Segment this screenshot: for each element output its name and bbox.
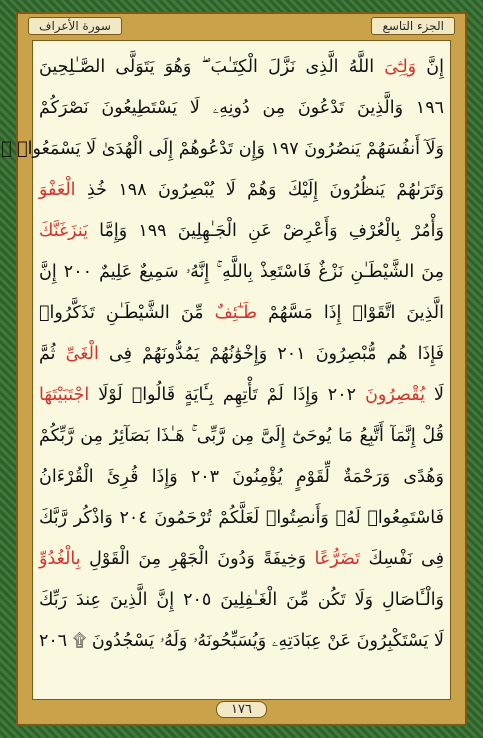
line-text: فَاسْتَمِعُوا۟ لَهُۥ وَأَنصِتُوا۟ لَعَلَّكُمْ تُرْحَمُونَ ٢٠٤ وَاذْكُر رَّبَّكَ — [39, 508, 444, 528]
line-text: وَخِيفَةً وَدُونَ الْجَهْرِ مِنَ الْقَوْلِ — [80, 549, 315, 569]
highlighted-word: وَلِـِّۧىَ — [384, 57, 417, 77]
text-line — [39, 88, 444, 129]
line-text: وَهُدًى وَرَحْمَةٌ لِّقَوْمٍ يُؤْمِنُونَ ٢٠٣ وَإِذَا قُرِئَ الْقُرْءَانُ — [39, 467, 444, 487]
line-text: ثُمَّ — [39, 344, 66, 364]
line-text: إِنَّ — [416, 57, 444, 77]
text-line — [1, 129, 444, 170]
line-text: مِنَ الشَّيْطَـٰنِ نَزْغٌ فَاسْتَعِذْ بِاللَّهِ ۚ إِنَّهُۥ سَمِيعٌ عَلِيمٌ ٢٠٠ إِنَّ — [39, 262, 444, 282]
line-text: قُلْ إِنَّمَآ أَتَّبِعُ مَا يُوحَىٰٓ إِلَىَّ مِن رَّبِّى ۚ هَـٰذَا بَصَآئِرُ مِن رَّبِّكُمْ — [39, 426, 444, 446]
line-text: لَا يَسْتَكْبِرُونَ عَنْ عِبَادَتِهِۦ وَيُسَبِّحُونَهُۥ وَلَهُۥ يَسْجُدُونَ ۩ ٢٠٦ — [39, 631, 444, 651]
text-line — [39, 539, 444, 580]
line-text: ٢٠٢ وَإِذَا لَمْ تَأْتِهِم بِـَٔايَةٍ قَالُوا۟ لَوْلَا — [89, 385, 366, 405]
surah-name: سورة الأعراف — [28, 17, 122, 35]
highlighted-word: بِالْغُدُوِّ — [39, 549, 81, 569]
text-line — [39, 293, 444, 334]
page-number: ١٧٦ — [216, 701, 267, 718]
highlighted-word: يَنزَغَنَّكَ — [39, 221, 88, 241]
highlighted-word: يُقْصِرُونَ — [365, 385, 425, 405]
text-line — [39, 580, 444, 621]
line-text: وَتَرَىٰهُمْ يَنظُرُونَ إِلَيْكَ وَهُمْ لَا يُبْصِرُونَ ١٩٨ خُذِ — [75, 180, 444, 200]
text-line — [39, 416, 444, 457]
highlighted-word: الْعَفْوَ — [39, 180, 76, 200]
line-text: اللَّهُ الَّذِى نَزَّلَ الْكِتَـٰبَ ۖ وَهُوَ يَتَوَلَّى الصَّـٰلِحِينَ — [39, 57, 385, 77]
line-text: ١٩٦ وَالَّذِينَ تَدْعُونَ مِن دُونِهِۦ لَا يَسْتَطِيعُونَ نَصْرَكُمْ — [39, 98, 444, 118]
page-header — [18, 14, 465, 38]
text-line — [39, 375, 444, 416]
line-text: الَّذِينَ اتَّقَوْا۟ إِذَا مَسَّهُمْ — [257, 303, 445, 323]
highlighted-word: تَضَرُّعًا — [314, 549, 360, 569]
highlighted-word: طَـٰٓئِفٌ — [214, 303, 258, 323]
line-text: فَإِذَا هُم مُّبْصِرُونَ ٢٠١ وَإِخْوَٰنُهُمْ يَمُدُّونَهُمْ فِى — [98, 344, 444, 364]
text-line — [39, 211, 444, 252]
text-line — [39, 498, 444, 539]
line-text: وَلَآ أَنفُسَهُمْ يَنصُرُونَ ١٩٧ وَإِن تَدْعُوهُمْ إِلَى الْهُدَىٰ لَا يَسْمَعُوا۟ ۖ — [1, 139, 444, 159]
text-line — [39, 47, 444, 88]
line-text: مِّنَ الشَّيْطَـٰنِ تَذَكَّرُوا۟ — [39, 303, 215, 323]
text-line — [39, 621, 444, 662]
page-footer — [18, 698, 465, 720]
verse-text-area — [1, 40, 451, 700]
text-line — [39, 457, 444, 498]
line-text: وَأْمُرْ بِالْعُرْفِ وَأَعْرِضْ عَنِ الْجَـٰهِلِينَ ١٩٩ وَإِمَّا — [88, 221, 444, 241]
juz-name: الجزء التاسع — [371, 17, 455, 35]
line-text: وَالْـَٔاصَالِ وَلَا تَكُن مِّنَ الْغَـٰفِلِينَ ٢٠٥ إِنَّ الَّذِينَ عِندَ رَبِّكَ — [39, 590, 445, 610]
highlighted-word: اجْتَبَيْتَهَا — [39, 385, 90, 405]
page-frame — [1, 12, 467, 726]
line-text: فِى نَفْسِكَ — [360, 549, 444, 569]
line-text: لَا — [424, 385, 444, 405]
highlighted-word: الْغَىِّ — [65, 344, 99, 364]
text-line — [39, 334, 444, 375]
text-line — [39, 252, 444, 293]
text-line — [39, 170, 444, 211]
